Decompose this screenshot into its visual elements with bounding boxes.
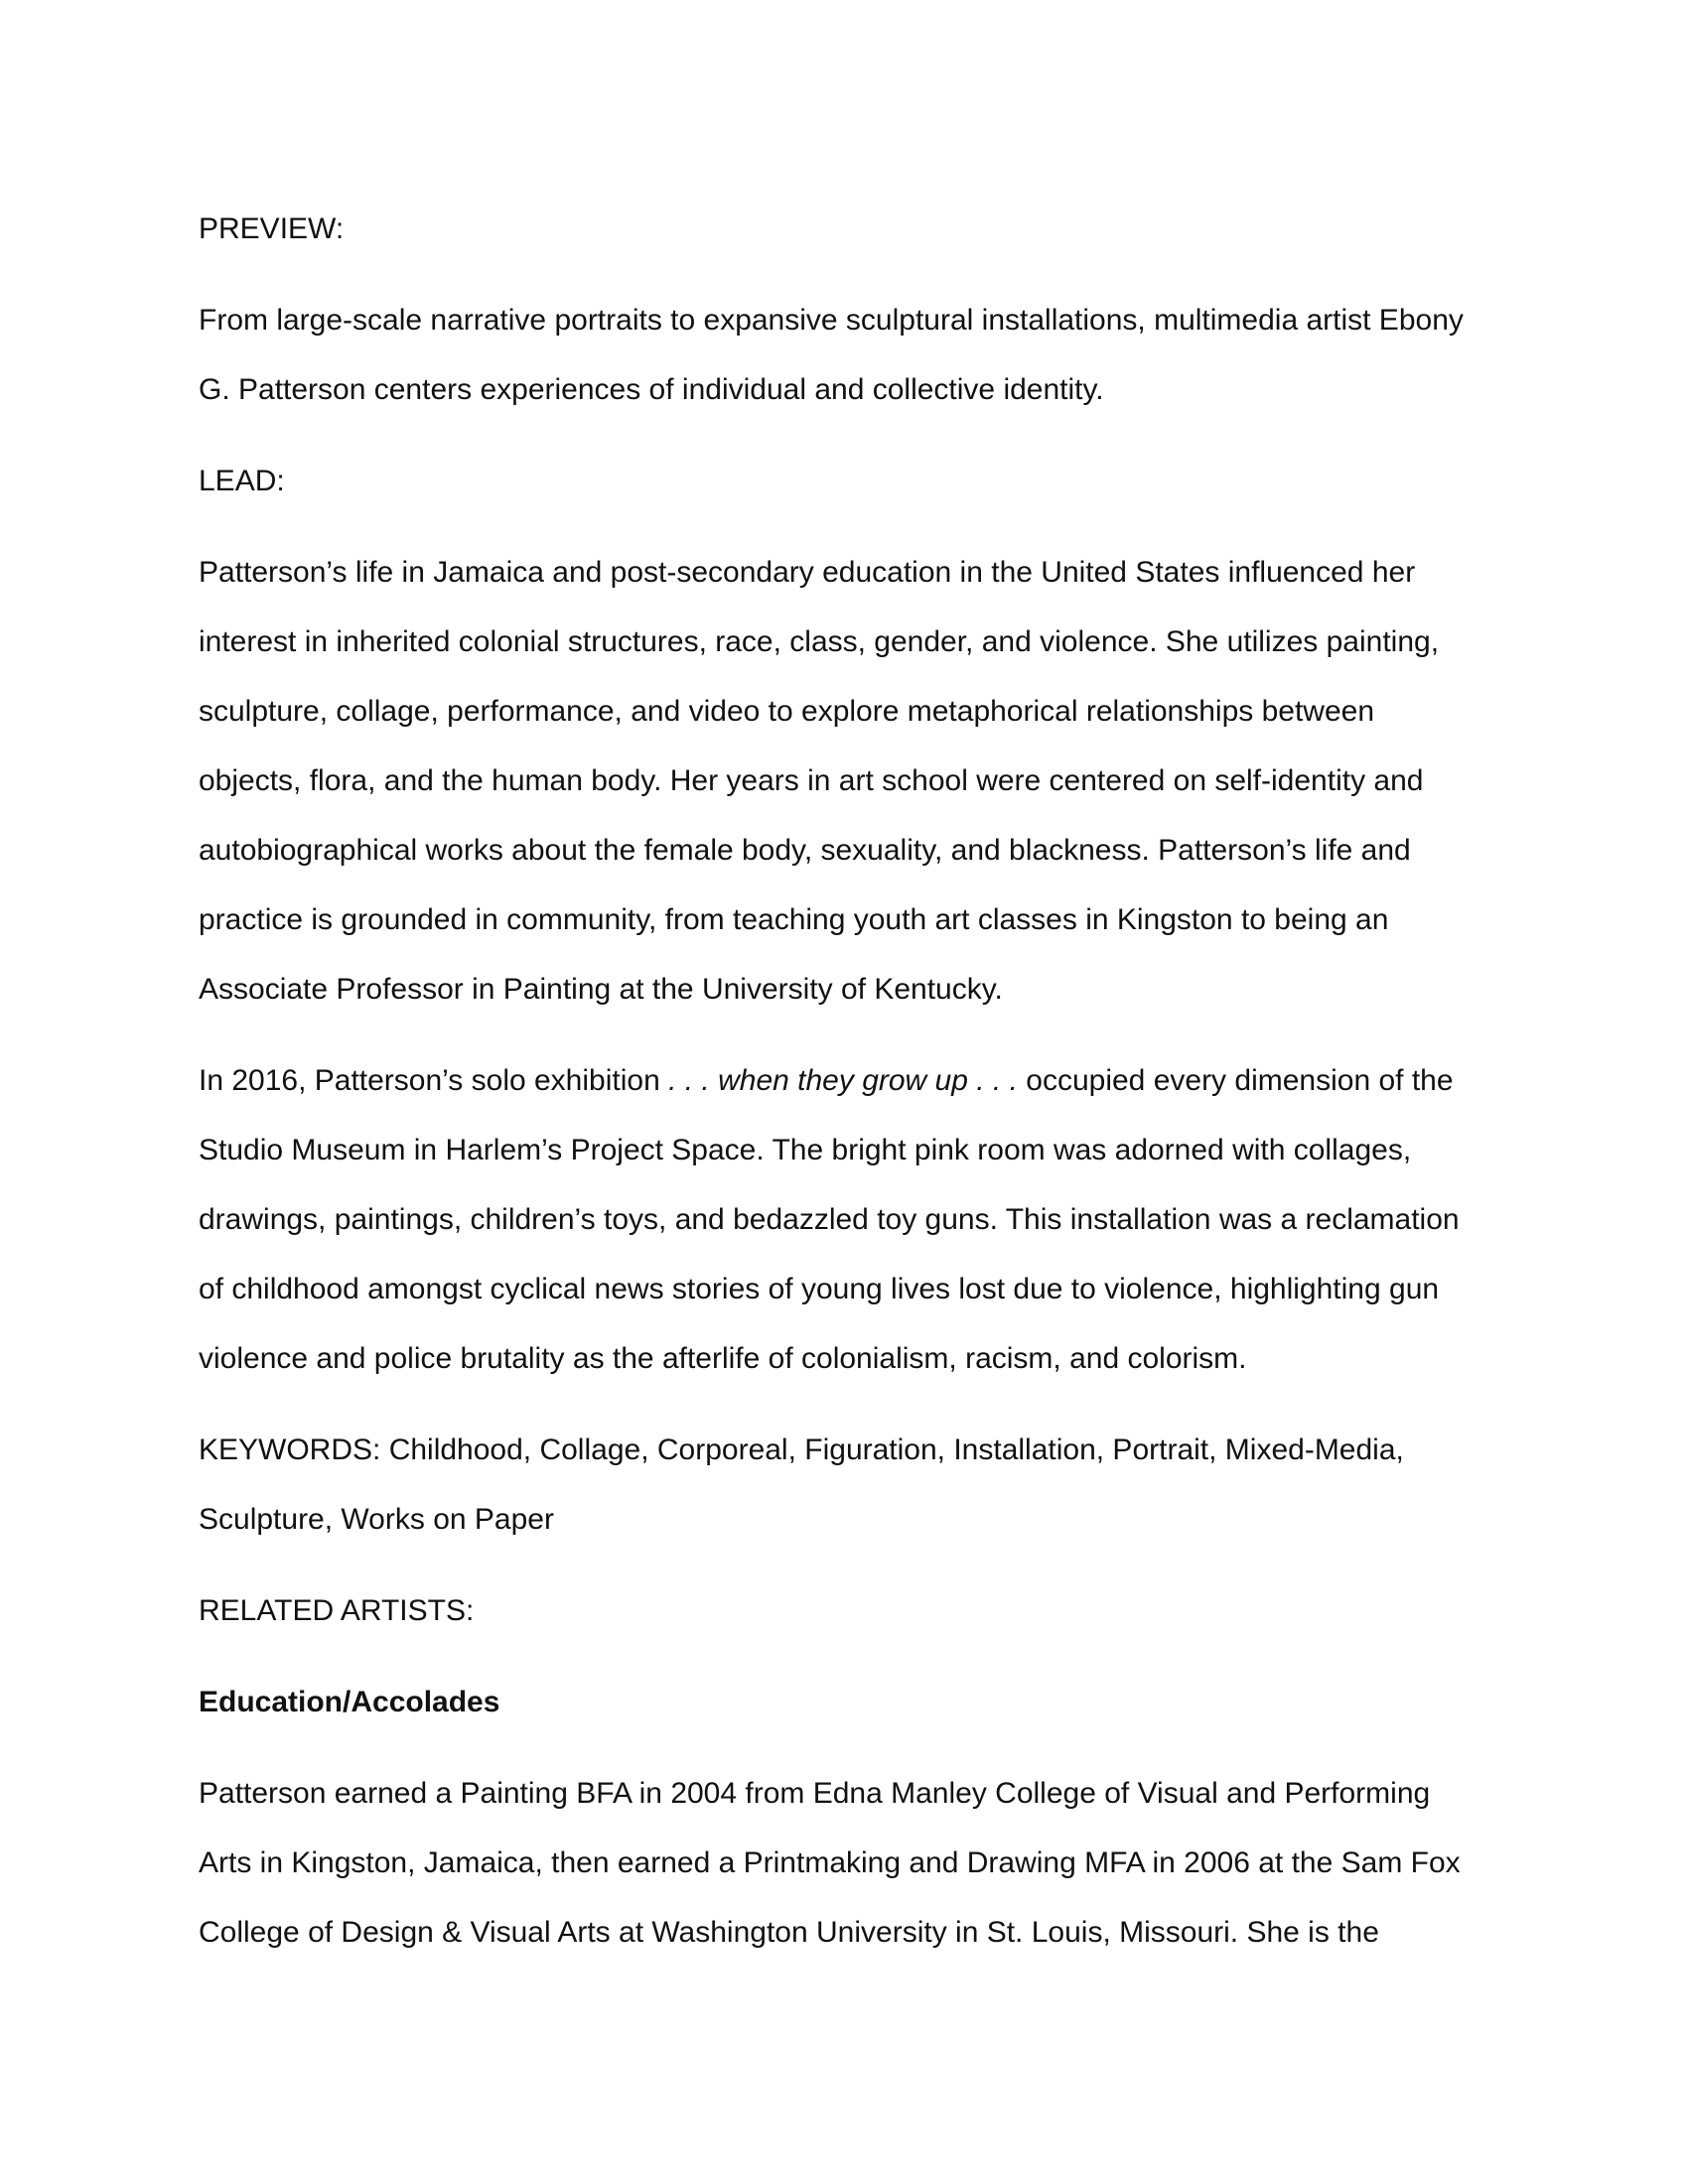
exhibition-line: of childhood amongst cyclical news stories of young lives lost due to violence, highlighting gun <box>199 1273 1440 1305</box>
lead-line: practice is grounded in community, from teaching youth art classes in Kingston to being an <box>199 903 1389 936</box>
lead-line: sculpture, collage, performance, and video to explore metaphorical relationships between <box>199 695 1375 728</box>
exhibition-title: . . . when they grow up . . . <box>668 1064 1018 1097</box>
lead-line: Patterson’s life in Jamaica and post-secondary education in the United States influenced her <box>199 556 1416 589</box>
keywords-paragraph <box>199 1416 1489 1555</box>
preview-line: From large-scale narrative portraits to expansive sculptural installations, multimedia artist Ebony <box>199 304 1464 337</box>
lead-line: autobiographical works about the female body, sexuality, and blackness. Patterson’s life and <box>199 834 1411 867</box>
exhibition-first-line <box>199 1046 1489 1116</box>
lead-line: objects, flora, and the human body. Her years in art school were centered on self-identity and <box>199 764 1424 797</box>
related-artists-text: RELATED ARTISTS: <box>199 1594 475 1627</box>
education-line: Patterson earned a Painting BFA in 2004 from Edna Manley College of Visual and Performing <box>199 1777 1431 1810</box>
lead-label-text: LEAD: <box>199 465 285 497</box>
education-line: Arts in Kingston, Jamaica, then earned a Printmaking and Drawing MFA in 2006 at the Sam Fox <box>199 1846 1461 1879</box>
related-artists-label <box>199 1576 1489 1646</box>
exhibition-paragraph <box>199 1046 1489 1394</box>
preview-label-text: PREVIEW: <box>199 212 345 245</box>
document-body <box>199 195 1489 1989</box>
exhibition-text-before: In 2016, Patterson’s solo exhibition <box>199 1064 669 1097</box>
preview-line: G. Patterson centers experiences of individual and collective identity. <box>199 373 1104 406</box>
exhibition-line: Studio Museum in Harlem’s Project Space. The bright pink room was adorned with collages, <box>199 1134 1412 1166</box>
lead-line: Associate Professor in Painting at the University of Kentucky. <box>199 973 1003 1006</box>
preview-label <box>199 195 1489 264</box>
lead-line: interest in inherited colonial structures, race, class, gender, and violence. She utilizes painting, <box>199 625 1440 658</box>
education-line: College of Design & Visual Arts at Washington University in St. Louis, Missouri. She is the <box>199 1916 1379 1949</box>
exhibition-line: violence and police brutality as the afterlife of colonialism, racism, and colorism. <box>199 1342 1247 1375</box>
exhibition-text-after: occupied every dimension of the <box>1017 1064 1454 1097</box>
exhibition-line: drawings, paintings, children’s toys, and bedazzled toy guns. This installation was a reclamation <box>199 1203 1460 1236</box>
lead-paragraph <box>199 538 1489 1024</box>
keywords-line: KEYWORDS: Childhood, Collage, Corporeal, Figuration, Installation, Portrait, Mixed-Media, <box>199 1433 1404 1466</box>
lead-label <box>199 447 1489 516</box>
education-heading-text: Education/Accolades <box>199 1686 500 1718</box>
keywords-line: Sculpture, Works on Paper <box>199 1503 554 1536</box>
preview-paragraph <box>199 286 1489 425</box>
education-paragraph <box>199 1759 1489 1968</box>
education-heading <box>199 1668 1489 1737</box>
